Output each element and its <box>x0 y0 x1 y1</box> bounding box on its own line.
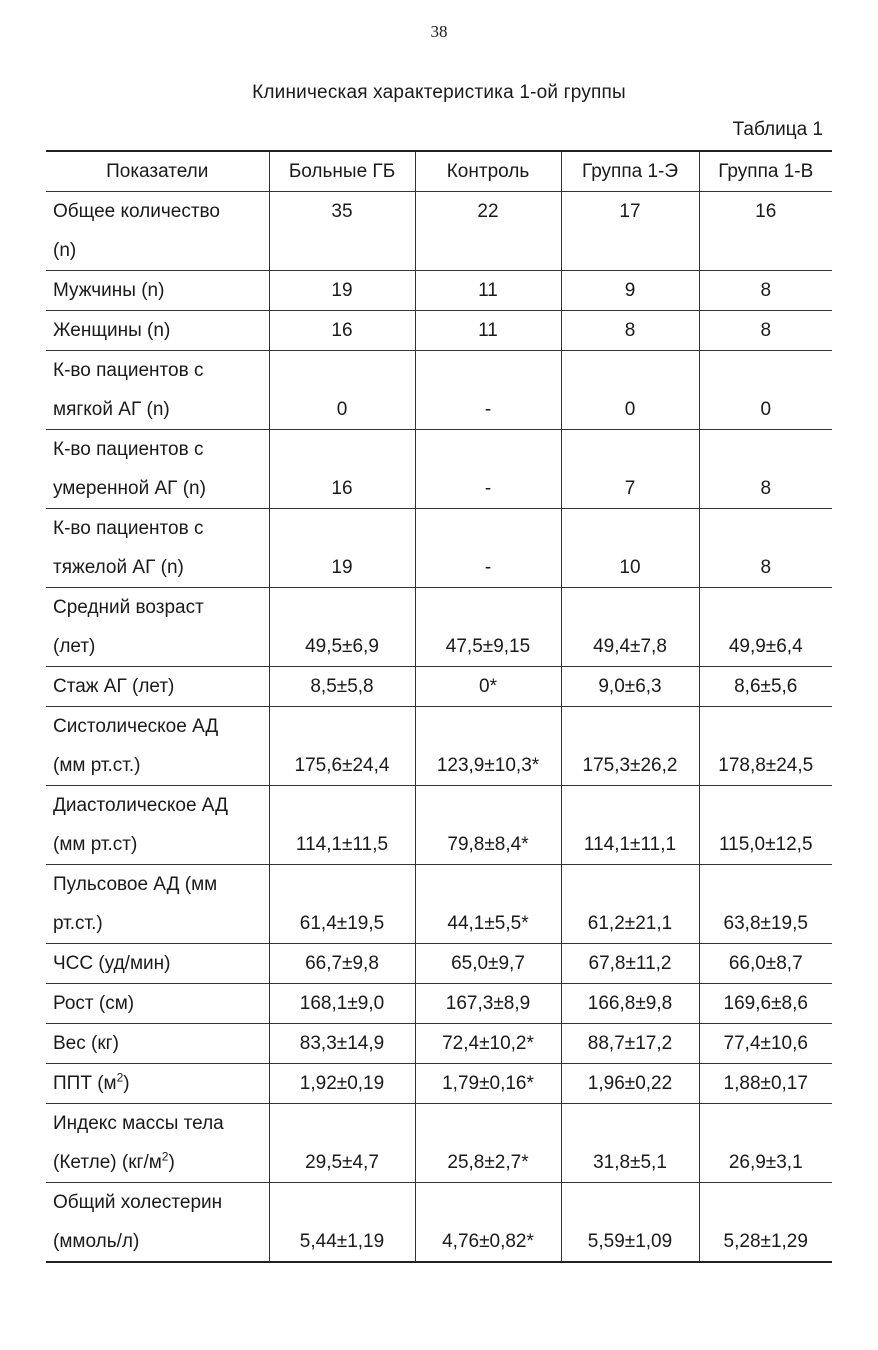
row-label: К-во пациентов с умеренной АГ (n) <box>46 430 269 509</box>
table-row <box>46 430 832 509</box>
table-row <box>46 667 832 707</box>
cell-value: 114,1±11,1 <box>561 786 699 865</box>
row-label: Стаж АГ (лет) <box>46 667 269 707</box>
row-label: Женщины (n) <box>46 311 269 351</box>
cell-value: 168,1±9,0 <box>269 984 415 1024</box>
cell-value: 10 <box>561 509 699 588</box>
cell-value: 17 <box>561 192 699 271</box>
cell-value: 114,1±11,5 <box>269 786 415 865</box>
cell-value: 49,4±7,8 <box>561 588 699 667</box>
column-header: Группа 1-Э <box>561 151 699 192</box>
page-number: 38 <box>430 22 448 41</box>
row-label: ЧСС (уд/мин) <box>46 944 269 984</box>
table-row <box>46 351 832 430</box>
row-label: Средний возраст (лет) <box>46 588 269 667</box>
cell-value: 65,0±9,7 <box>415 944 561 984</box>
table-row <box>46 271 832 311</box>
cell-value: 123,9±10,3* <box>415 707 561 786</box>
row-label: К-во пациентов с тяжелой АГ (n) <box>46 509 269 588</box>
cell-value: 61,2±21,1 <box>561 865 699 944</box>
cell-value: 0 <box>561 351 699 430</box>
cell-value: 61,4±19,5 <box>269 865 415 944</box>
cell-value: - <box>415 351 561 430</box>
column-header: Контроль <box>415 151 561 192</box>
cell-value: 8,6±5,6 <box>699 667 832 707</box>
cell-value: 8 <box>699 311 832 351</box>
cell-value: 63,8±19,5 <box>699 865 832 944</box>
cell-value: 47,5±9,15 <box>415 588 561 667</box>
column-header: Показатели <box>46 151 269 192</box>
cell-value: 8 <box>699 509 832 588</box>
cell-value: 11 <box>415 271 561 311</box>
row-label: Индекс массы тела (Кетле) $(кг/м^2)$ <box>46 1104 269 1183</box>
cell-value: 0 <box>269 351 415 430</box>
table-row <box>46 509 832 588</box>
cell-value: 8,5±5,8 <box>269 667 415 707</box>
cell-value: 175,3±26,2 <box>561 707 699 786</box>
table-row <box>46 984 832 1024</box>
cell-value: 19 <box>269 509 415 588</box>
cell-value: 8 <box>561 311 699 351</box>
cell-value: 22 <box>415 192 561 271</box>
page-title: Клиническая характеристика 1-ой группы <box>252 82 626 103</box>
cell-value: 169,6±8,6 <box>699 984 832 1024</box>
cell-value: 83,3±14,9 <box>269 1024 415 1064</box>
table-row <box>46 1024 832 1064</box>
table-header-row <box>46 151 832 192</box>
cell-value: 5,44±1,19 <box>269 1183 415 1263</box>
cell-value: 26,9±3,1 <box>699 1104 832 1183</box>
cell-value: 19 <box>269 271 415 311</box>
table-row <box>46 588 832 667</box>
column-header: Больные ГБ <box>269 151 415 192</box>
cell-value: 67,8±11,2 <box>561 944 699 984</box>
cell-value: 1,92±0,19 <box>269 1064 415 1104</box>
cell-value: 29,5±4,7 <box>269 1104 415 1183</box>
cell-value: 9 <box>561 271 699 311</box>
table-row <box>46 192 832 271</box>
cell-value: 77,4±10,6 <box>699 1024 832 1064</box>
cell-value: 79,8±8,4* <box>415 786 561 865</box>
cell-value: 88,7±17,2 <box>561 1024 699 1064</box>
cell-value: 72,4±10,2* <box>415 1024 561 1064</box>
cell-value: 16 <box>269 311 415 351</box>
row-label: Общее количество (n) <box>46 192 269 271</box>
table-row <box>46 786 832 865</box>
row-label: ППТ $(м^2)$ <box>46 1064 269 1104</box>
table-row <box>46 311 832 351</box>
cell-value: 0* <box>415 667 561 707</box>
cell-value: 5,28±1,29 <box>699 1183 832 1263</box>
cell-value: 16 <box>269 430 415 509</box>
cell-value: 11 <box>415 311 561 351</box>
row-label: Рост (см) <box>46 984 269 1024</box>
table-row <box>46 865 832 944</box>
column-header: Группа 1-В <box>699 151 832 192</box>
cell-value: 1,96±0,22 <box>561 1064 699 1104</box>
table-row <box>46 944 832 984</box>
cell-value: 1,88±0,17 <box>699 1064 832 1104</box>
table-row <box>46 1183 832 1263</box>
cell-value: 66,7±9,8 <box>269 944 415 984</box>
row-label: Систолическое АД (мм рт.ст.) <box>46 707 269 786</box>
cell-value: 166,8±9,8 <box>561 984 699 1024</box>
cell-value: 49,5±6,9 <box>269 588 415 667</box>
cell-value: 5,59±1,09 <box>561 1183 699 1263</box>
cell-value: 31,8±5,1 <box>561 1104 699 1183</box>
cell-value: 175,6±24,4 <box>269 707 415 786</box>
table-row <box>46 1104 832 1183</box>
table-label: Таблица 1 <box>732 119 823 140</box>
cell-value: 16 <box>699 192 832 271</box>
cell-value: 49,9±6,4 <box>699 588 832 667</box>
cell-value: 9,0±6,3 <box>561 667 699 707</box>
row-label: Диастолическое АД (мм рт.ст) <box>46 786 269 865</box>
row-label: Пульсовое АД (мм рт.ст.) <box>46 865 269 944</box>
cell-value: - <box>415 509 561 588</box>
row-label: Мужчины (n) <box>46 271 269 311</box>
cell-value: 4,76±0,82* <box>415 1183 561 1263</box>
cell-value: 1,79±0,16* <box>415 1064 561 1104</box>
table-row <box>46 1064 832 1104</box>
row-label: Вес (кг) <box>46 1024 269 1064</box>
cell-value: 35 <box>269 192 415 271</box>
cell-value: 115,0±12,5 <box>699 786 832 865</box>
table-row <box>46 707 832 786</box>
cell-value: 8 <box>699 271 832 311</box>
cell-value: 178,8±24,5 <box>699 707 832 786</box>
cell-value: 25,8±2,7* <box>415 1104 561 1183</box>
cell-value: - <box>415 430 561 509</box>
clinical-characteristics-table <box>46 150 832 1263</box>
cell-value: 8 <box>699 430 832 509</box>
cell-value: 44,1±5,5* <box>415 865 561 944</box>
cell-value: 0 <box>699 351 832 430</box>
cell-value: 66,0±8,7 <box>699 944 832 984</box>
row-label: Общий холестерин (ммоль/л) <box>46 1183 269 1263</box>
cell-value: 167,3±8,9 <box>415 984 561 1024</box>
row-label: К-во пациентов с мягкой АГ (n) <box>46 351 269 430</box>
cell-value: 7 <box>561 430 699 509</box>
